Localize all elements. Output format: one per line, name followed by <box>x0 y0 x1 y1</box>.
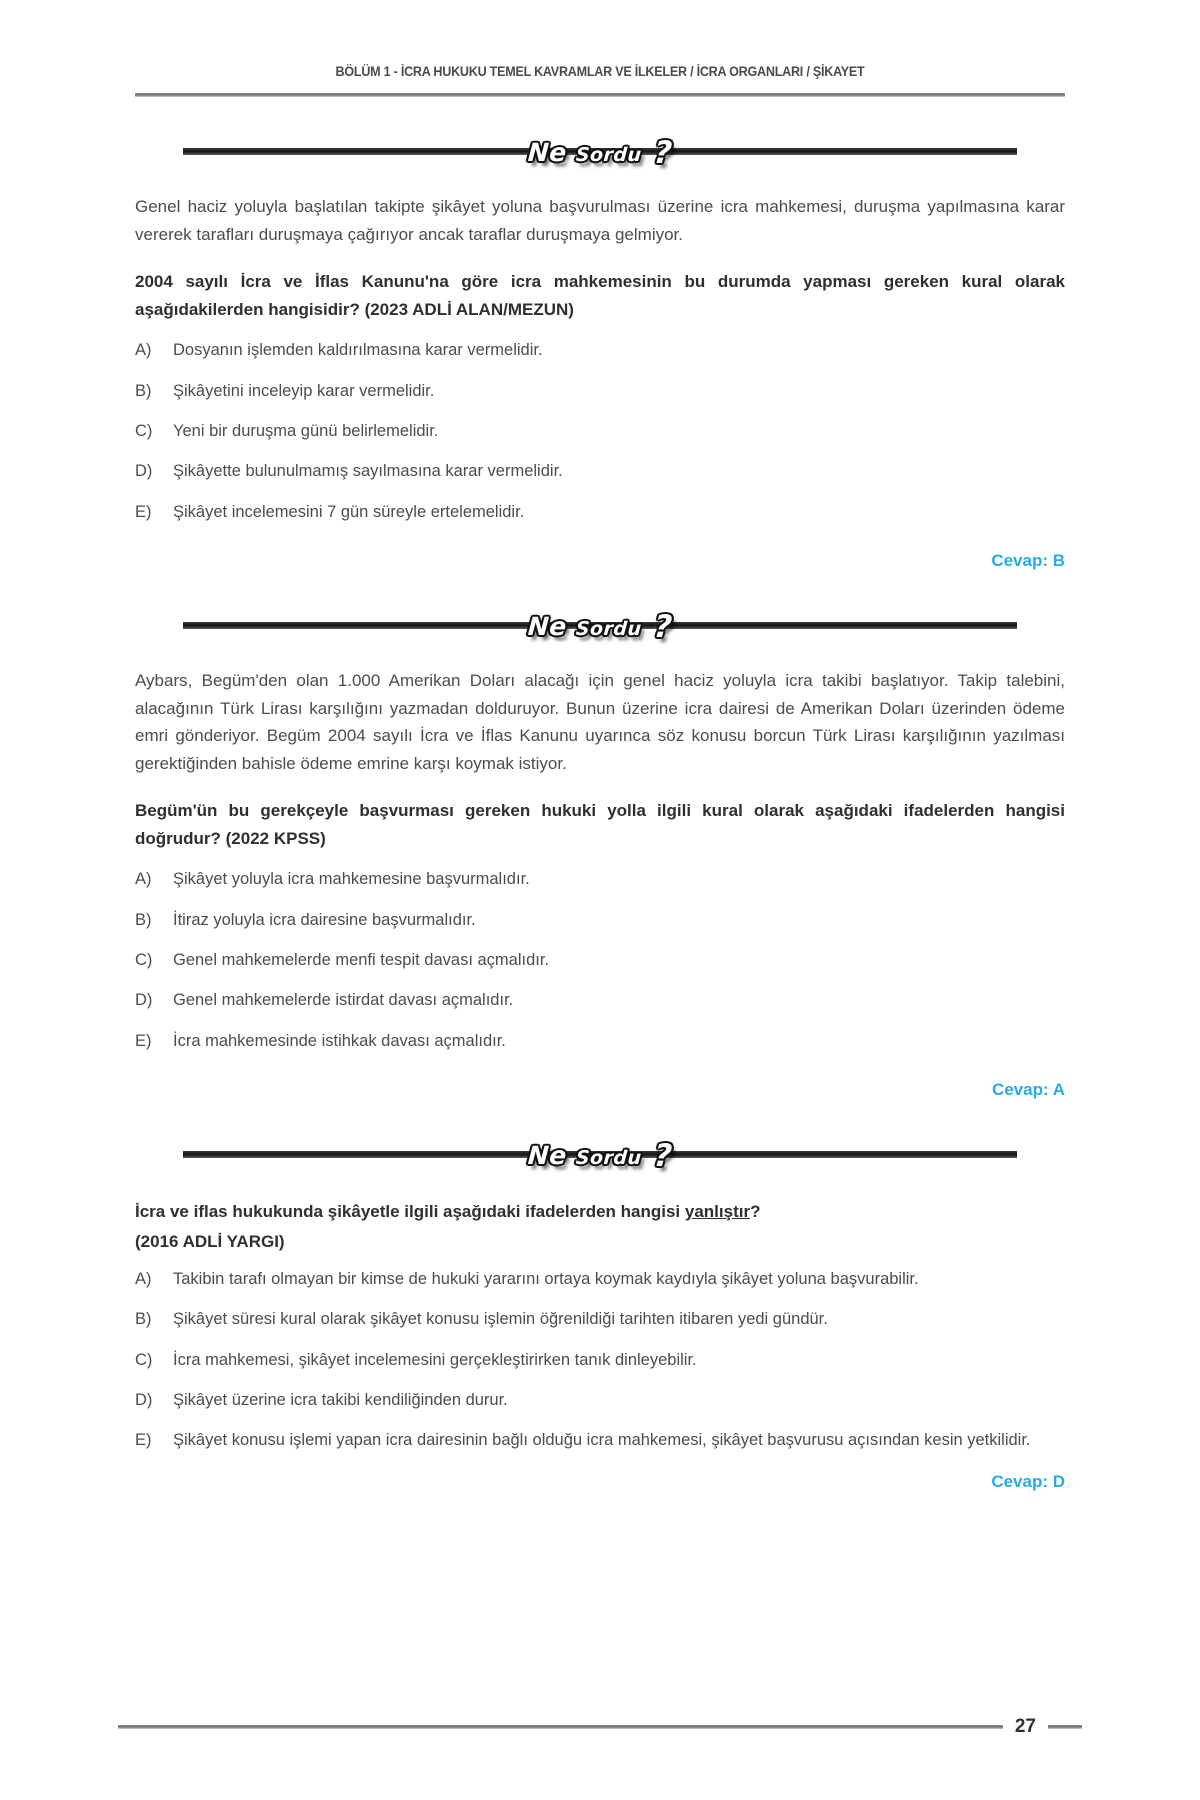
option-text: Şikâyet incelemesini 7 gün süreyle ertelemelidir. <box>173 502 525 521</box>
option-text: Dosyanın işlemden kaldırılmasına karar vermelidir. <box>173 341 543 360</box>
option-d[interactable] <box>135 1387 1065 1413</box>
page-number: 27 <box>1014 1716 1036 1737</box>
option-label: E) <box>135 1431 152 1450</box>
option-list <box>135 337 1065 525</box>
option-list <box>135 1266 1065 1454</box>
logo-question-mark-icon: ? <box>652 1137 674 1174</box>
option-text: İtiraz yoluyla icra dairesine başvurmalıdır. <box>173 910 476 929</box>
option-text: Şikâyet süresi kural olarak şikâyet konusu işlemin öğrenildiği tarihten itibaren yedi gündür. <box>173 1310 828 1329</box>
question-prompt: 2004 sayılı İcra ve İflas Kanunu'na göre icra mahkemesinin bu durumda yapması gereken kural olarak aşağıdakilerden hangisidir? (2023 ADLİ ALAN/MEZUN) <box>135 272 1065 319</box>
option-b[interactable] <box>135 378 1065 404</box>
logo-question-mark-icon: ? <box>652 134 674 171</box>
option-label: B) <box>135 910 152 929</box>
option-text: İcra mahkemesinde istihkak davası açmalıdır. <box>173 1031 506 1050</box>
option-text: Şikâyette bulunulmamış sayılmasına karar vermelidir. <box>173 462 563 481</box>
option-b[interactable] <box>135 907 1065 933</box>
option-label: A) <box>135 1269 152 1288</box>
answer-label: Cevap: B <box>991 551 1065 571</box>
option-text: Genel mahkemelerde istirdat davası açmalıdır. <box>173 991 514 1010</box>
ne-sordu-logo <box>521 608 680 645</box>
option-text: Şikâyet yoluyla icra mahkemesine başvurmalıdır. <box>173 870 530 889</box>
logo-word-sordu: Sordu <box>574 1146 643 1169</box>
option-text: Takibin tarafı olmayan bir kimse de hukuki yararını ortaya koymak kaydıyla şikâyet yoluna başvurabilir. <box>173 1269 919 1288</box>
question-stem: Aybars, Begüm'den olan 1.000 Amerikan Doları alacağı için genel haciz yoluyla icra takibi başlatıyor. Takip talebini, alacağının Türk Lirası karşılığını yazmadan dolduruyor. Bunun üzerine icra dairesi de Amerikan Doları üzerinden ödeme emri gönderiyor. Begüm 2004 sayılı İcra ve İflas Kanunu uyarınca söz konusu borcun Türk Lirası karşılığının yazılması gerektiğinden bahisle ödeme emrine karşı koymak istiyor. <box>135 671 1065 773</box>
ne-sordu-divider <box>165 597 1035 653</box>
option-c[interactable] <box>135 947 1065 973</box>
option-label: A) <box>135 341 152 360</box>
footer-rule-left <box>118 1725 1003 1729</box>
option-label: B) <box>135 381 152 400</box>
logo-question-mark-icon: ? <box>652 608 674 645</box>
option-e[interactable] <box>135 499 1065 525</box>
option-label: D) <box>135 991 153 1010</box>
option-label: C) <box>135 421 153 440</box>
option-c[interactable] <box>135 418 1065 444</box>
option-text: Şikâyetini inceleyip karar vermelidir. <box>173 381 435 400</box>
ne-sordu-logo <box>521 1137 680 1174</box>
running-header: BÖLÜM 1 - İCRA HUKUKU TEMEL KAVRAMLAR VE İLKELER / İCRA ORGANLARI / ŞİKAYET <box>335 64 865 79</box>
option-text: Yeni bir duruşma günü belirlemelidir. <box>173 421 439 440</box>
option-label: E) <box>135 502 152 521</box>
option-label: B) <box>135 1310 152 1329</box>
option-d[interactable] <box>135 987 1065 1013</box>
logo-word-ne: Ne <box>526 1140 568 1170</box>
option-a[interactable] <box>135 866 1065 892</box>
logo-word-ne: Ne <box>526 137 568 167</box>
ne-sordu-divider <box>165 1126 1035 1182</box>
header-rule <box>135 93 1065 97</box>
question-prompt <box>135 1198 1065 1226</box>
option-label: A) <box>135 870 152 889</box>
option-text: Şikâyet konusu işlemi yapan icra dairesinin bağlı olduğu icra mahkemesi, şikâyet başvurusu açısından kesin yetkilidir. <box>173 1431 1031 1450</box>
page-footer <box>118 1716 1082 1738</box>
option-e[interactable] <box>135 1427 1065 1453</box>
logo-word-sordu: Sordu <box>574 143 643 166</box>
option-e[interactable] <box>135 1028 1065 1054</box>
answer-label: Cevap: A <box>991 1080 1065 1100</box>
option-text: Genel mahkemelerde menfi tespit davası açmalıdır. <box>173 951 550 970</box>
option-label: D) <box>135 1390 153 1409</box>
ne-sordu-divider <box>165 123 1035 179</box>
option-label: C) <box>135 951 153 970</box>
footer-rule-right <box>1048 1725 1082 1729</box>
ne-sordu-logo <box>521 134 680 171</box>
option-label: C) <box>135 1350 153 1369</box>
option-label: D) <box>135 462 153 481</box>
option-text: Şikâyet üzerine icra takibi kendiliğinden durur. <box>173 1390 508 1409</box>
question-exam-source: (2016 ADLİ YARGI) <box>135 1231 285 1251</box>
option-b[interactable] <box>135 1306 1065 1332</box>
prompt-underlined-word: yanlıştır <box>684 1202 751 1222</box>
option-list <box>135 866 1065 1054</box>
option-c[interactable] <box>135 1347 1065 1373</box>
prompt-tail-text: ? <box>750 1202 761 1222</box>
answer-label: Cevap: D <box>991 1471 1065 1491</box>
logo-word-sordu: Sordu <box>574 617 643 640</box>
question-stem: Genel haciz yoluyla başlatılan takipte şikâyet yoluna başvurulması üzerine icra mahkemesi, duruşma yapılmasına karar vererek tarafları duruşmaya çağırıyor ancak taraflar duruşmaya gelmiyor. <box>135 197 1065 244</box>
logo-word-ne: Ne <box>526 611 568 641</box>
option-label: E) <box>135 1031 152 1050</box>
option-a[interactable] <box>135 337 1065 363</box>
option-a[interactable] <box>135 1266 1065 1292</box>
option-text: İcra mahkemesi, şikâyet incelemesini gerçekleştirirken tanık dinleyebilir. <box>173 1350 697 1369</box>
option-d[interactable] <box>135 458 1065 484</box>
prompt-lead-text: İcra ve iflas hukukunda şikâyetle ilgili aşağıdaki ifadelerden hangisi <box>135 1202 685 1222</box>
question-prompt: Begüm'ün bu gerekçeyle başvurması gereken hukuki yolla ilgili kural olarak aşağıdaki ifadelerden hangisi doğrudur? (2022 KPSS) <box>135 801 1065 848</box>
